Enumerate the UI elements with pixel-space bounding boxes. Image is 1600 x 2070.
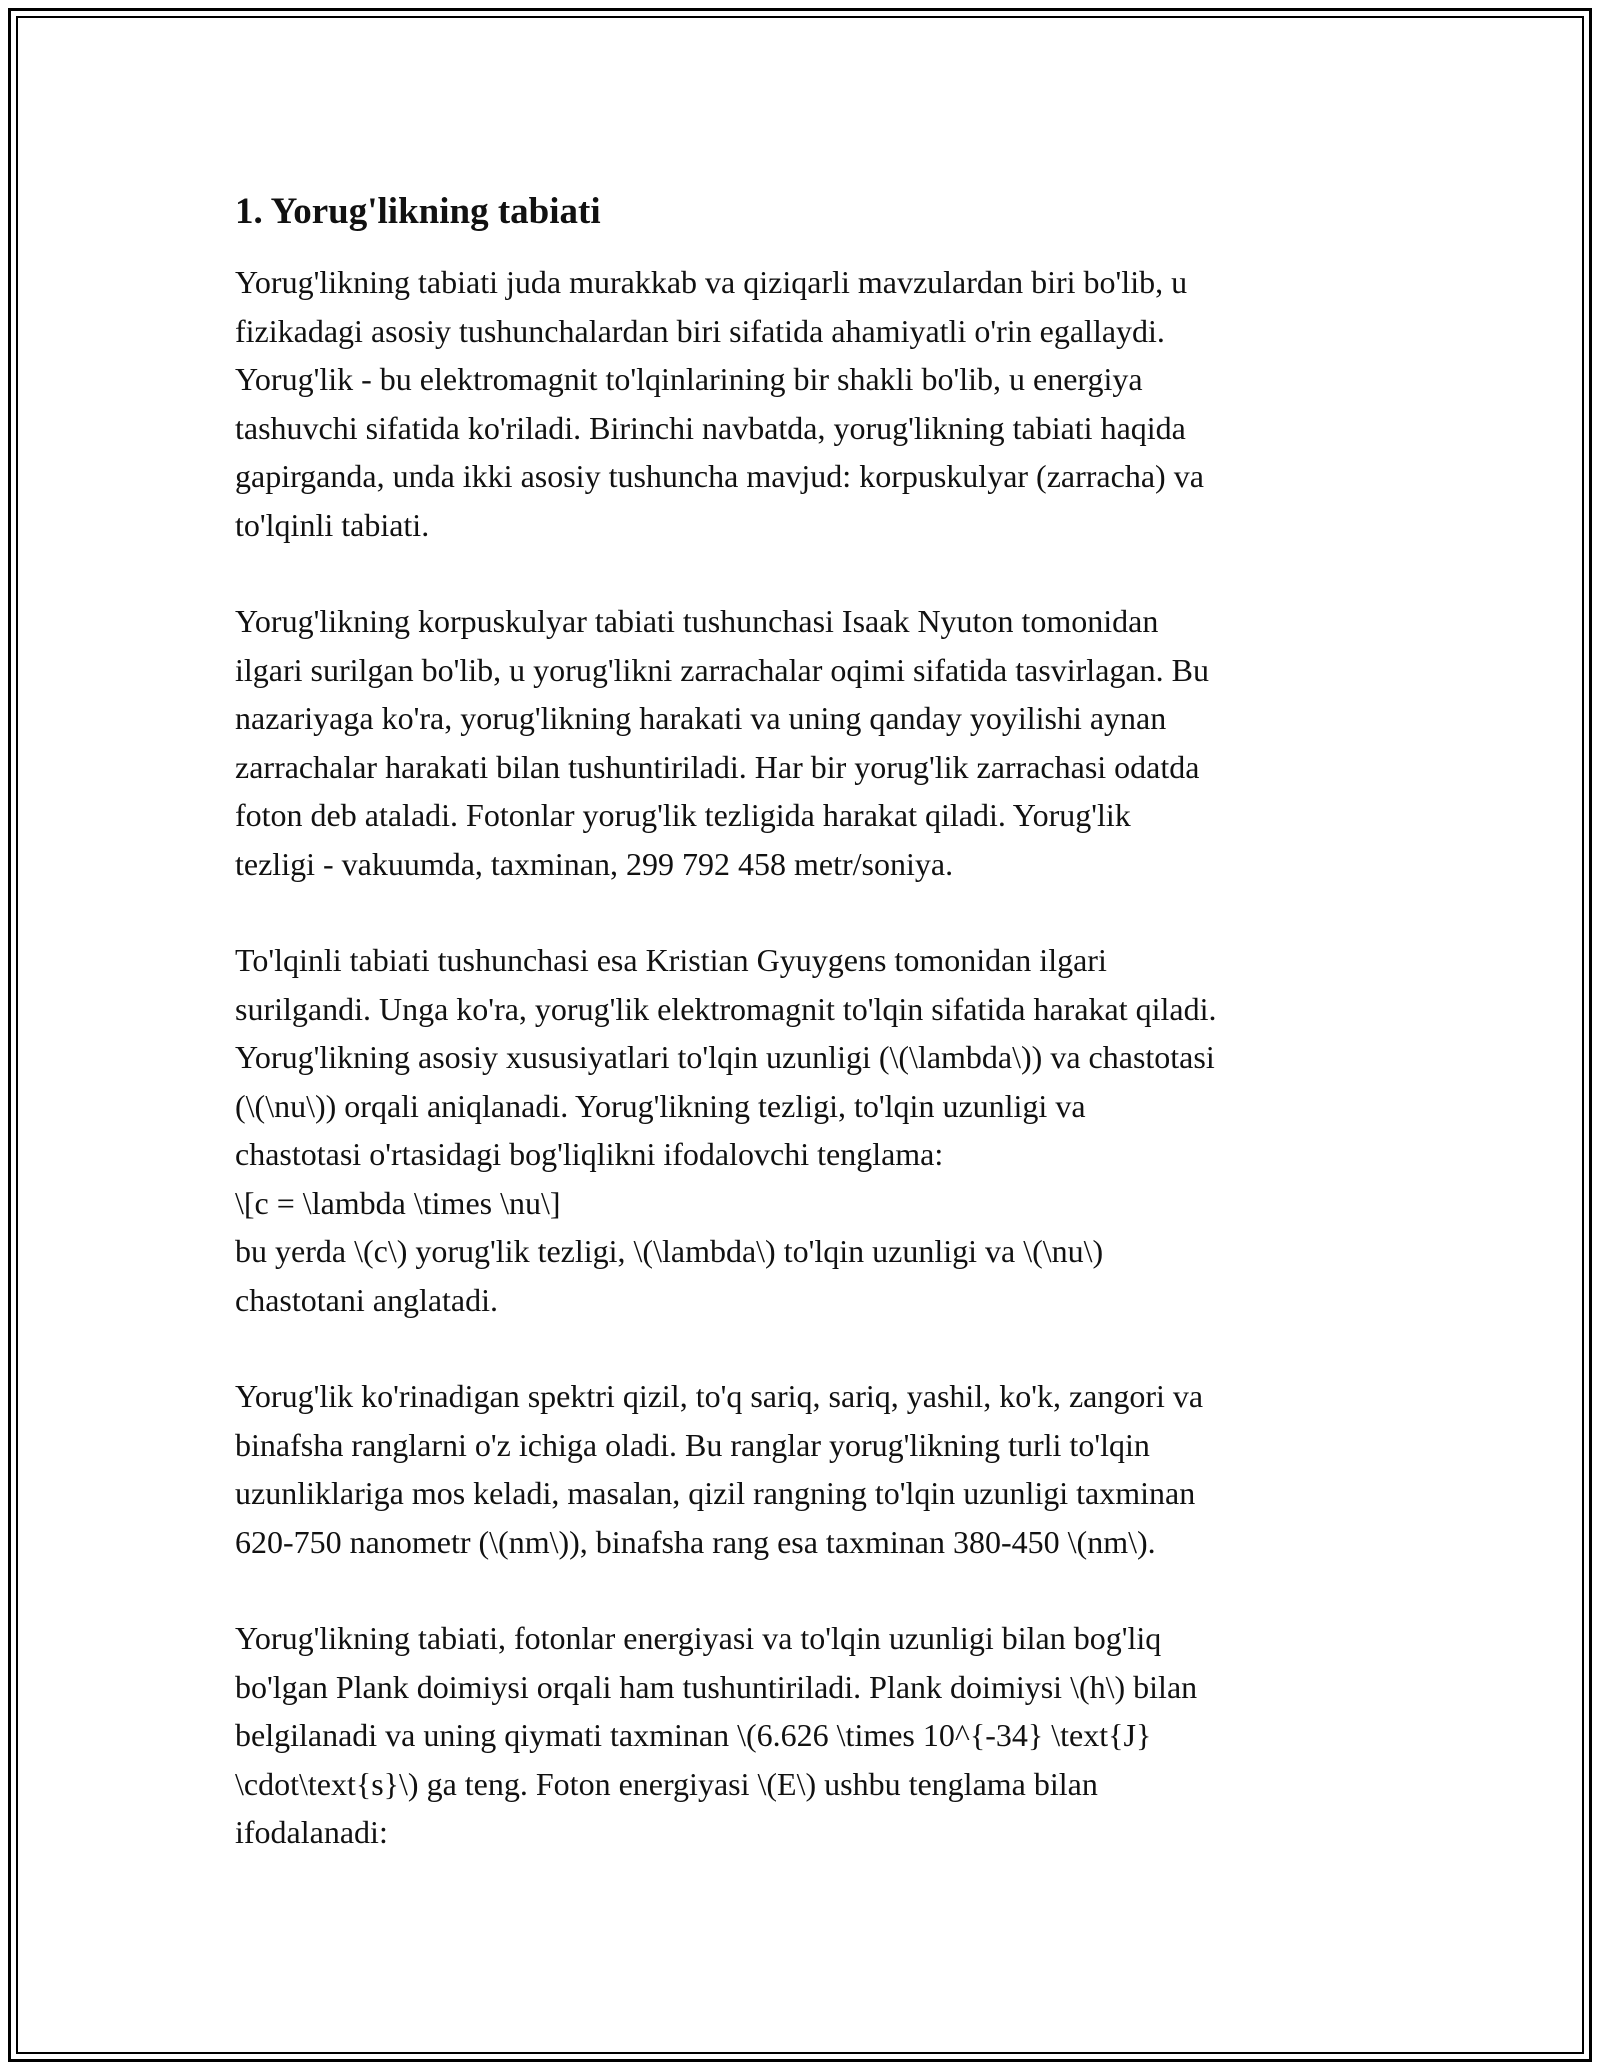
text-line: bo'lgan Plank doimiysi orqali ham tushuntiriladi. Plank doimiysi \(h\) bilan — [235, 1668, 1198, 1705]
text-line: gapirganda, unda ikki asosiy tushuncha mavjud: korpuskulyar (zarracha) va — [235, 458, 1204, 494]
paragraph-1 — [235, 258, 1370, 549]
text-line: Yorug'likning tabiati, fotonlar energiyasi va to'lqin uzunligi bilan bog'liq — [235, 1620, 1162, 1656]
text-line: Yorug'likning asosiy xususiyatlari to'lqin uzunligi (\(\lambda\)) va chastotasi — [235, 1039, 1215, 1075]
text-line: ilgari surilgan bo'lib, u yorug'likni zarrachalar oqimi sifatida tasvirlagan. Bu — [235, 651, 1209, 688]
text-line: bu yerda \(c\) yorug'lik tezligi, \(\lambda\) to'lqin uzunligi va \(\nu\) — [235, 1233, 1104, 1269]
text-line: uzunliklariga mos keladi, masalan, qizil rangning to'lqin uzunligi taxminan — [235, 1475, 1196, 1511]
text-line: chastotani anglatadi. — [235, 1281, 499, 1318]
text-line: Yorug'likning tabiati juda murakkab va qiziqarli mavzulardan biri bo'lib, u — [235, 264, 1188, 300]
text-line: tezligi - vakuumda, taxminan, 299 792 458 metr/soniya. — [235, 845, 954, 882]
equation-line: \[c = \lambda \times \nu\] — [235, 1184, 561, 1221]
section-heading: 1. Yorug'likning tabiati — [235, 191, 601, 232]
text-line: 620-750 nanometr (\(nm\)), binafsha rang esa taxminan 380-450 \(nm\). — [235, 1523, 1156, 1560]
text-line: binafsha ranglarni o'z ichiga oladi. Bu ranglar yorug'likning turli to'lqin — [235, 1426, 1150, 1463]
text-line: Yorug'lik - bu elektromagnit to'lqinlarining bir shakli bo'lib, u energiya — [235, 361, 1143, 397]
text-line: surilgandi. Unga ko'ra, yorug'lik elektromagnit to'lqin sifatida harakat qiladi. — [235, 990, 1217, 1027]
text-line: nazariyaga ko'ra, yorug'likning harakati va uning qanday yoyilishi aynan — [235, 700, 1167, 736]
text-line: Yorug'likning korpuskulyar tabiati tushunchasi Isaak Nyuton tomonidan — [235, 603, 1159, 639]
text-line: to'lqinli tabiati. — [235, 506, 430, 543]
paragraph-3 — [235, 936, 1370, 1324]
text-line: belgilanadi va uning qiymati taxminan \(6.626 \times 10^{-34} \text{J} — [235, 1717, 1152, 1753]
document-body — [235, 186, 1370, 1905]
paragraph-2 — [235, 597, 1370, 888]
text-line: (\(\nu\)) orqali aniqlanadi. Yorug'likning tezligi, to'lqin uzunligi va — [235, 1087, 1086, 1124]
text-line: zarrachalar harakati bilan tushuntiriladi. Har bir yorug'lik zarrachasi odatda — [235, 748, 1200, 785]
paragraph-5 — [235, 1614, 1370, 1857]
text-line: To'lqinli tabiati tushunchasi esa Kristian Gyuygens tomonidan ilgari — [235, 942, 1107, 978]
text-line: chastotasi o'rtasidagi bog'liqlikni ifodalovchi tenglama: — [235, 1136, 944, 1172]
text-line: ifodalanadi: — [235, 1814, 388, 1850]
text-line: tashuvchi sifatida ko'riladi. Birinchi navbatda, yorug'likning tabiati haqida — [235, 409, 1186, 446]
paragraph-4 — [235, 1372, 1370, 1566]
text-line: foton deb ataladi. Fotonlar yorug'lik tezligida harakat qiladi. Yorug'lik — [235, 797, 1131, 833]
text-line: Yorug'lik ko'rinadigan spektri qizil, to'q sariq, sariq, yashil, ko'k, zangori va — [235, 1378, 1204, 1414]
text-line: fizikadagi asosiy tushunchalardan biri sifatida ahamiyatli o'rin egallaydi. — [235, 312, 1165, 349]
text-line: \cdot\text{s}\) ga teng. Foton energiyasi \(E\) ushbu tenglama bilan — [235, 1765, 1098, 1802]
